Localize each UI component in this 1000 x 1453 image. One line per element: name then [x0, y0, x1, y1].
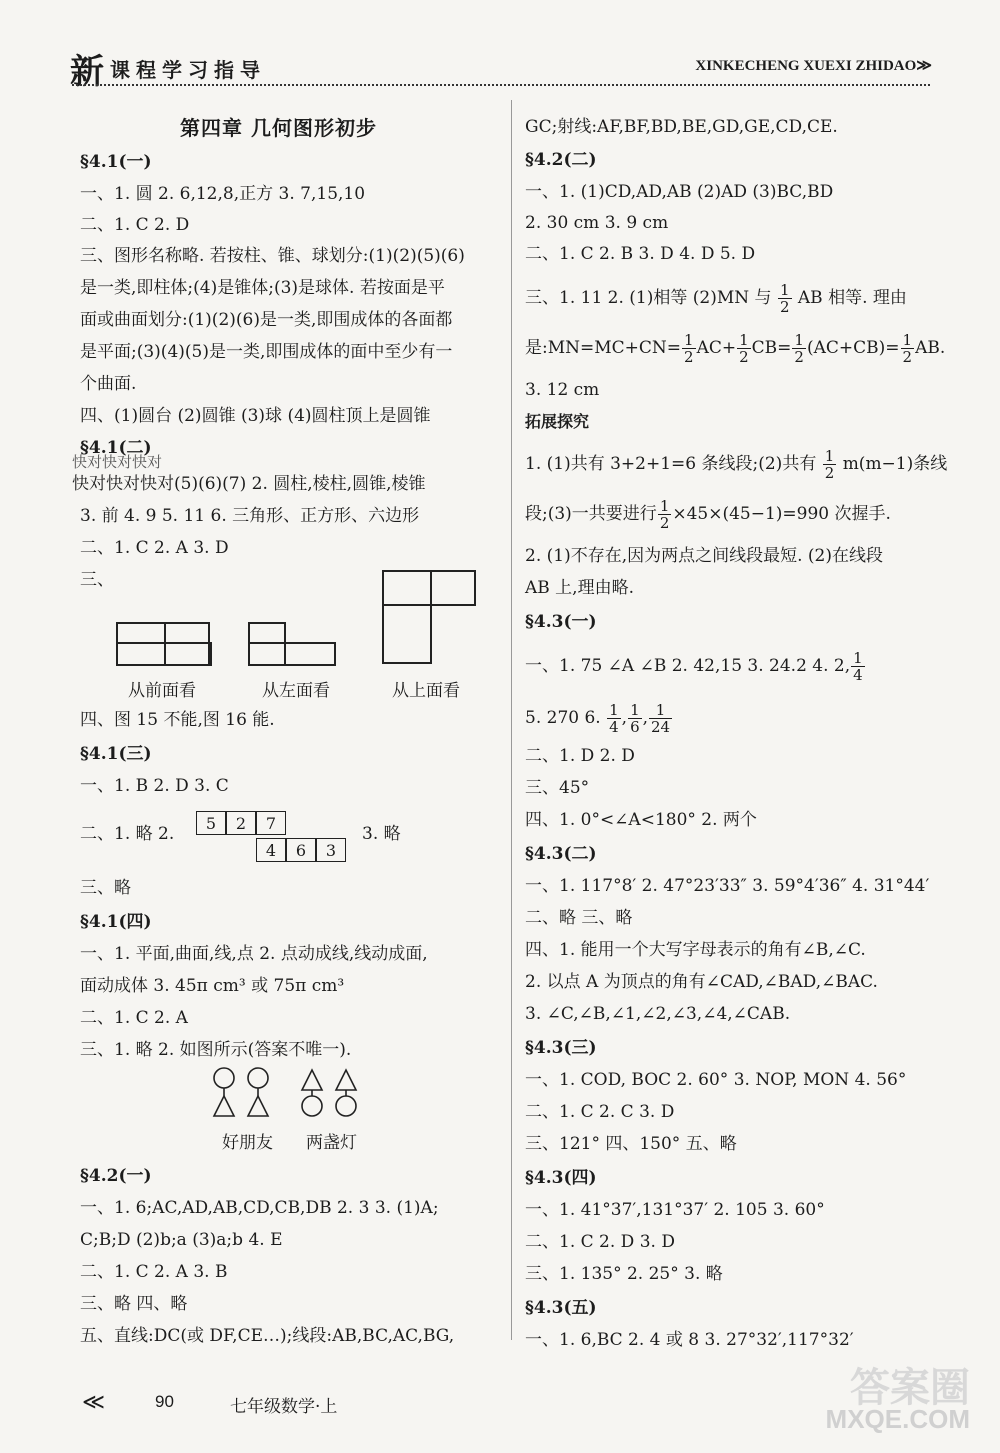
header-logo: 新: [70, 52, 104, 92]
fraction: $\frac{1}{24}$: [651, 701, 671, 736]
section-head: §4.3(三): [525, 1038, 597, 1058]
answer-line: 三、: [80, 570, 114, 590]
answer-line: 一、1. COD, BOC 2. 60° 3. NOP, MON 4. 56°: [525, 1070, 907, 1090]
book-title: 七年级数学·上: [230, 1397, 338, 1417]
section-head: §4.1(四): [80, 912, 152, 932]
answer-line: [525, 498, 891, 531]
answer-line: 是一类,即柱体;(4)是锥体;(3)是球体. 若按面是平: [80, 278, 445, 298]
section-head: §4.1(三): [80, 744, 152, 764]
answer-line: 个曲面.: [80, 374, 137, 394]
fraction: $\frac{1}{2}$: [779, 281, 790, 316]
watermark-url: MXQE.COM: [825, 1404, 970, 1434]
answer-line: 二、1. C 2. A 3. D: [80, 538, 229, 558]
symbol-figure: [206, 1066, 366, 1128]
answer-line: 一、1. 6;AC,AD,AB,CD,CB,DB 2. 3 3. (1)A;: [80, 1198, 439, 1218]
answer-line: 二、1. C 2. C 3. D: [525, 1102, 675, 1122]
answer-line: 四、(1)圆台 (2)圆锥 (3)球 (4)圆柱顶上是圆锥: [80, 406, 431, 426]
answer-line: 一、1. 117°8′ 2. 47°23′33″ 3. 59°4′36″ 4. 31°44′: [525, 876, 930, 896]
answer-line: 2. 30 cm 3. 9 cm: [525, 213, 669, 233]
text-fragment: 三、1. 11 2. (1)相等 (2)MN 与: [525, 288, 772, 308]
answer-line: 是平面;(3)(4)(5)是一类,即围成体的面中至少有一: [80, 342, 453, 362]
figure-caption: 好朋友: [222, 1133, 273, 1153]
fraction: $\frac{1}{4}$: [853, 649, 863, 684]
answer-line: [525, 650, 866, 683]
text-fragment: ×45×(45−1)=990 次握手.: [672, 504, 891, 524]
text-fragment: AC+: [696, 338, 737, 358]
answer-line: 一、1. 6,BC 2. 4 或 8 3. 27°32′,117°32′: [525, 1330, 854, 1350]
answer-line: 一、1. 41°37′,131°37′ 2. 105 3. 60°: [525, 1200, 825, 1220]
text-fragment: CB=: [751, 338, 792, 358]
answer-line: 一、1. B 2. D 3. C: [80, 776, 229, 796]
text-fragment: 是:MN=MC+CN=: [525, 338, 682, 358]
answer-line: [525, 282, 907, 315]
text-fragment: AB 相等. 理由: [797, 288, 907, 308]
answer-line: AB 上,理由略.: [525, 578, 634, 598]
section-head: §4.3(五): [525, 1298, 597, 1318]
grid-cell: 7: [256, 811, 286, 835]
header-title: 课程学习指导: [110, 58, 266, 82]
answer-line: 三、121° 四、150° 五、略: [525, 1134, 737, 1154]
fraction: $\frac{1}{2}$: [684, 331, 694, 366]
section-head: §4.3(二): [525, 844, 597, 864]
answer-line: [525, 448, 947, 481]
grid-cell: 5: [196, 811, 226, 835]
stamp-text: 快对快对快对: [72, 453, 163, 471]
figure-caption: 从前面看: [128, 681, 196, 701]
answer-line: 3. 12 cm: [525, 380, 600, 400]
answer-line: 一、1. 平面,曲面,线,点 2. 点动成线,线动成面,: [80, 944, 428, 964]
section-head: §4.2(一): [80, 1166, 152, 1186]
fraction: $\frac{1}{2}$: [824, 447, 835, 482]
figure-caption: 从上面看: [392, 681, 460, 701]
fraction: $\frac{1}{2}$: [659, 497, 670, 532]
footer-arrow-icon: ≪: [82, 1390, 106, 1415]
figure-caption: 从左面看: [262, 681, 330, 701]
text-fragment: m(m−1)条线: [842, 454, 948, 474]
answer-line: 五、直线:DC(或 DF,CE…);线段:AB,BC,AC,BG,: [80, 1326, 455, 1346]
watermark-logo: 答案圈: [850, 1366, 970, 1410]
answer-line: 三、1. 135° 2. 25° 3. 略: [525, 1264, 723, 1284]
answer-line: GC;射线:AF,BF,BD,BE,GD,GE,CD,CE.: [525, 117, 838, 137]
text-fragment: 一、1. 75 ∠A ∠B 2. 42,15 3. 24.2 4. 2,: [525, 656, 851, 676]
answer-line: 3. 略: [362, 824, 401, 844]
answer-line: 5. 270 6. $\frac{1}{4}$ , $\frac{1}{6}$ , $\frac{1}{24}$: [525, 701, 671, 736]
grid-cell: 3: [316, 838, 346, 862]
section-head: 拓展探究: [525, 412, 590, 431]
answer-line: 2. (1)不存在,因为两点之间线段最短. (2)在线段: [525, 546, 883, 566]
answer-line: 三、图形名称略. 若按柱、锥、球划分:(1)(2)(5)(6): [80, 246, 465, 266]
answer-line: 一、1. 圆 2. 6,12,8,正方 3. 7,15,10: [80, 184, 366, 204]
answer-line: 面动成体 3. 45π cm³ 或 75π cm³: [80, 976, 345, 996]
section-head: §4.3(四): [525, 1168, 597, 1188]
answer-line: 三、略: [80, 878, 131, 898]
fraction: $\frac{1}{6}$: [630, 701, 640, 736]
answer-line: 三、略 四、略: [80, 1294, 188, 1314]
text-fragment: AB.: [915, 338, 946, 358]
answer-line: 二、1. D 2. D: [525, 746, 635, 766]
header-right: XINKECHENG XUEXI ZHIDAO≫: [695, 58, 932, 74]
answer-line: 3. ∠C,∠B,∠1,∠2,∠3,∠4,∠CAB.: [525, 1004, 791, 1024]
answer-line: 三、45°: [525, 778, 590, 798]
page-number: 90: [155, 1392, 174, 1411]
answer-line: 二、1. C 2. A 3. B: [80, 1262, 228, 1282]
grid-cell: 2: [226, 811, 256, 835]
column-divider: [511, 100, 512, 1340]
section-head: §4.2(二): [525, 150, 597, 170]
fraction: $\frac{1}{2}$: [902, 331, 913, 366]
fraction: $\frac{1}{4}$: [609, 701, 619, 736]
answer-line: 2. 以点 A 为顶点的角有∠CAD,∠BAD,∠BAC.: [525, 972, 878, 992]
section-head: §4.1(二): [80, 438, 152, 458]
figure-caption: 两盏灯: [306, 1133, 357, 1153]
answer-line: 二、1. C 2. D 3. D: [525, 1232, 675, 1252]
answer-line: 面或曲面划分:(1)(2)(6)是一类,即围成体的各面都: [80, 310, 453, 330]
text-fragment: 1. (1)共有 3+2+1=6 条线段;(2)共有: [525, 454, 817, 474]
answer-line: 二、1. C 2. B 3. D 4. D 5. D: [525, 244, 756, 264]
answer-line: 快对快对快对(5)(6)(7) 2. 圆柱,棱柱,圆锥,棱锥: [72, 474, 426, 494]
grid-cell: 4: [256, 838, 286, 862]
chapter-title: 第四章 几何图形初步: [180, 116, 377, 140]
text-fragment: 5. 270 6.: [525, 708, 601, 728]
answer-line: 3. 前 4. 9 5. 11 6. 三角形、正方形、六边形: [80, 506, 420, 526]
answer-line: 四、1. 能用一个大写字母表示的角有∠B,∠C.: [525, 940, 866, 960]
fraction: $\frac{1}{2}$: [739, 331, 749, 366]
answer-line: 一、1. (1)CD,AD,AB (2)AD (3)BC,BD: [525, 182, 834, 202]
answer-line: 二、略 三、略: [525, 908, 633, 928]
answer-line: 四、1. 0°<∠A<180° 2. 两个: [525, 810, 757, 830]
answer-line: 二、1. 略 2.: [80, 824, 175, 844]
answer-line: 三、1. 略 2. 如图所示(答案不唯一).: [80, 1040, 352, 1060]
section-head: §4.1(一): [80, 152, 152, 172]
answer-line: 二、1. C 2. A: [80, 1008, 188, 1028]
answer-line: 四、图 15 不能,图 16 能.: [80, 710, 275, 730]
answer-line: C;B;D (2)b;a (3)a;b 4. E: [80, 1230, 283, 1250]
answer-line: 二、1. C 2. D: [80, 215, 190, 235]
header-rule: [72, 84, 930, 86]
text-fragment: 段;(3)一共要进行: [525, 504, 657, 524]
section-head: §4.3(一): [525, 612, 597, 632]
grid-cell: 6: [286, 838, 316, 862]
text-fragment: (AC+CB)=: [806, 338, 900, 358]
answer-line: [525, 332, 945, 365]
fraction: $\frac{1}{2}$: [794, 331, 804, 366]
